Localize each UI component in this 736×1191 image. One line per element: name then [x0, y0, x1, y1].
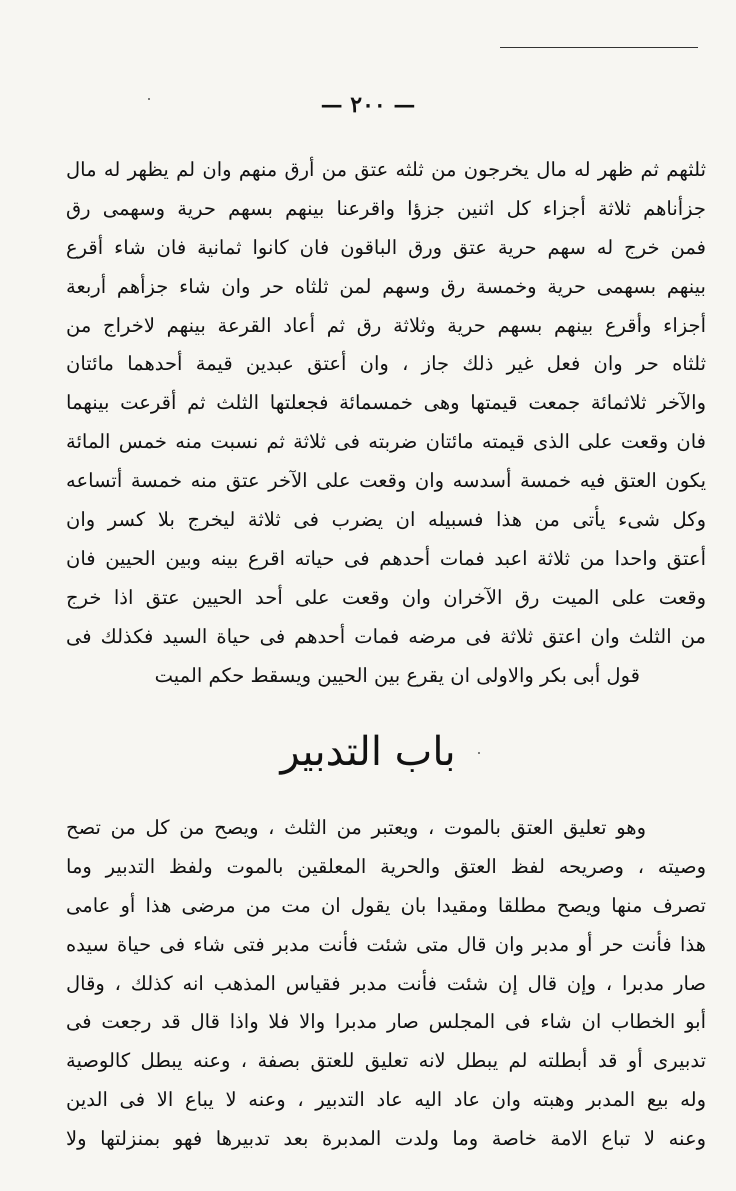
text-line: ثلثاه حر وان فعل غير ذلك جاز ، وان أعتق عبدين قيمة أحدهما مائتان — [66, 352, 706, 376]
header-rule — [500, 47, 698, 48]
print-speck — [478, 752, 480, 754]
section-heading: باب التدبير — [280, 729, 456, 775]
text-line: هذا فأنت حر أو مدبر وان قال متى شئت فأنت مدبر فتى شاء فى حياة سيده — [66, 932, 706, 956]
text-line: وكل شىء يأتى من هذا فسبيله ان يضرب فى ثلاثة ليخرج بلا كسر وان — [66, 508, 706, 532]
text-line: ثلثهم ثم ظهر له مال يخرجون من ثلثه عتق من أرق منهم وان لم يظهر له مال — [66, 158, 706, 181]
text-line: فمن خرج له سهم حرية عتق ورق الباقون فان كانوا ثمانية فان شاء أقرع — [66, 235, 706, 259]
page-number: — ٢٠٠ — — [320, 92, 416, 118]
text-line: تدبيرى أو قد أبطلته لم يبطل لانه تعليق للعتق بصفة ، وعنه يبطل كالوصية — [66, 1049, 706, 1073]
text-line: بينهم بسهمى حرية وخمسة رق وسهم لمن ثلثاه حر وان شاء جزأهم أربعة — [66, 274, 706, 298]
text-line: أعتق واحدا من ثلاثة اعبد فمات أحدهم فى حياته اقرع بينه وبين الحيين فان — [66, 546, 706, 570]
text-line: وعنه لا تباع الامة خاصة وما ولدت المدبرة بعد تدبيرها فهو بمنزلتها ولا — [66, 1127, 706, 1151]
text-line: صار مدبرا ، وإن قال إن شئت فأنت مدبر فقياس المذهب انه كذلك ، وقال — [66, 971, 706, 995]
paragraph-1 — [66, 151, 706, 695]
print-speck — [148, 98, 150, 100]
text-line: تصرف منها ويصح مطلقا ومقيدا بان يقول ان مت من مرضى هذا أو عامى — [66, 893, 706, 917]
text-line: والآخر ثلاثمائة جمعت قيمتها وهى خمسمائة فجعلتها الثلث ثم أقرعت بينهما — [66, 391, 706, 415]
text-line: قول أبى بكر والاولى ان يقرع بين الحيين ويسقط حكم الميت — [154, 663, 640, 687]
text-line: وهو تعليق العتق بالموت ، ويعتبر من الثلث ، ويصح من كل من تصح — [66, 816, 646, 839]
text-line: وله بيع المدبر وهبته وان عاد اليه عاد التدبير ، وعنه لا يباع الا فى الدين — [66, 1088, 706, 1112]
paragraph-2 — [66, 809, 706, 1159]
text-line: جزأناهم ثلاثة أجزاء كل اثنين جزؤا واقرعنا بينهم بسهم حرية وسهمى رق — [66, 196, 706, 220]
text-line: يكون العتق فيه خمسة أسدسه وان وقعت على الآخر عتق منه خمسة أتساعه — [66, 469, 706, 493]
text-line: أبو الخطاب ان شاء فى المجلس صار مدبرا والا فلا واذا قال قد رجعت فى — [66, 1010, 706, 1034]
text-line: أجزاء وأقرع بينهم بسهم حرية وثلاثة رق ثم أعاد القرعة بينهم لاخراج من — [66, 313, 706, 337]
text-line: فان وقعت على الذى قيمته مائتان ضربته فى ثلاثة ثم نسبت منه خمس المائة — [66, 430, 706, 454]
text-line: وقعت على الميت رق الآخران وان وقعت على أحد الحيين عتق اذا خرج — [66, 585, 706, 609]
text-line: وصيته ، وصريحه لفظ العتق والحرية المعلقين بالموت ولفظ التدبير وما — [66, 854, 706, 878]
text-line: من الثلث وان اعتق ثلاثة فى مرضه فمات أحدهم فى حياة السيد فكذلك فى — [66, 624, 706, 648]
